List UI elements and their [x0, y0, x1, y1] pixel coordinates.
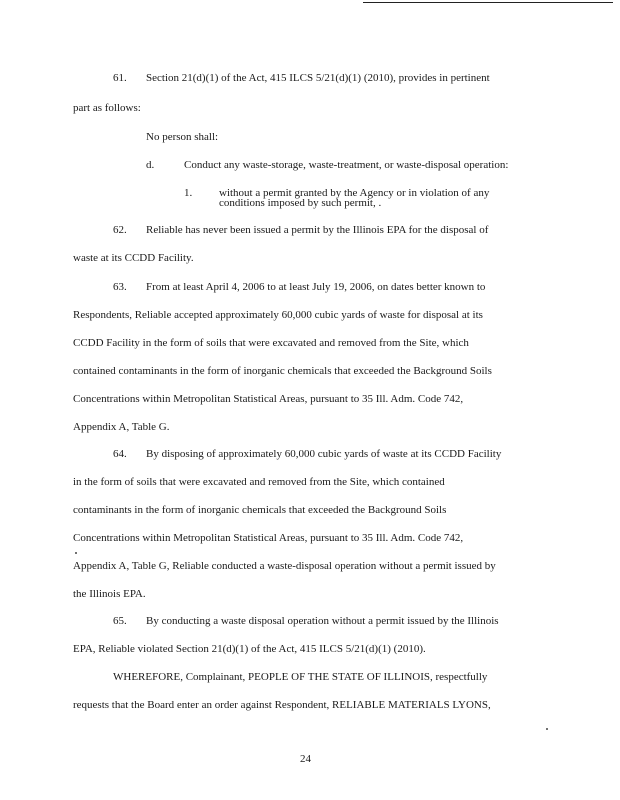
paragraph-line: CCDD Facility in the form of soils that were excavated and removed from the Site, which [73, 337, 469, 349]
paragraph-line: Respondents, Reliable accepted approximately 60,000 cubic yards of waste for disposal at its [73, 309, 483, 321]
paragraph-line: Concentrations within Metropolitan Statistical Areas, pursuant to 35 Ill. Adm. Code 742, [73, 532, 464, 544]
top-rule [363, 2, 613, 3]
scan-speck [546, 728, 548, 730]
paragraph-line: Concentrations within Metropolitan Statistical Areas, pursuant to 35 Ill. Adm. Code 742, [73, 393, 464, 405]
paragraph-number: 63. [113, 281, 127, 293]
paragraph-line: in the form of soils that were excavated and removed from the Site, which contained [73, 476, 445, 488]
paragraph-line: WHEREFORE, Complainant, PEOPLE OF THE STATE OF ILLINOIS, respectfully [113, 671, 488, 683]
paragraph-line: Section 21(d)(1) of the Act, 415 ILCS 5/21(d)(1) (2010), provides in pertinent [146, 72, 490, 84]
paragraph-line: Appendix A, Table G. [73, 421, 170, 433]
paragraph-line: contained contaminants in the form of inorganic chemicals that exceeded the Background Soils [73, 365, 492, 377]
paragraph-line: EPA, Reliable violated Section 21(d)(1) of the Act, 415 ILCS 5/21(d)(1) (2010). [73, 643, 426, 655]
quote-intro: No person shall: [146, 131, 219, 143]
page-number: 24 [300, 753, 311, 765]
list-item-label: d. [146, 159, 155, 171]
list-item-text: Conduct any waste-storage, waste-treatment, or waste-disposal operation: [184, 159, 509, 171]
paragraph-line: From at least April 4, 2006 to at least July 19, 2006, on dates better known to [146, 281, 486, 293]
paragraph-line: By conducting a waste disposal operation without a permit issued by the Illinois [146, 615, 499, 627]
paragraph-line: By disposing of approximately 60,000 cubic yards of waste at its CCDD Facility [146, 448, 502, 460]
sublist-item-text: conditions imposed by such permit, . [219, 197, 382, 209]
paragraph-number: 64. [113, 448, 127, 460]
paragraph-line: contaminants in the form of inorganic chemicals that exceeded the Background Soils [73, 504, 447, 516]
sublist-item-text: without a permit granted by the Agency or in violation of any [219, 187, 490, 199]
scan-speck [75, 552, 77, 554]
paragraph-number: 65. [113, 615, 127, 627]
sublist-item-label: 1. [184, 187, 193, 199]
paragraph-line: Appendix A, Table G, Reliable conducted a waste-disposal operation without a permit issued by [73, 560, 496, 572]
paragraph-number: 61. [113, 72, 127, 84]
paragraph-line: the Illinois EPA. [73, 588, 146, 600]
paragraph-line: Reliable has never been issued a permit by the Illinois EPA for the disposal of [146, 224, 489, 236]
paragraph-line: requests that the Board enter an order against Respondent, RELIABLE MATERIALS LYONS, [73, 699, 491, 711]
paragraph-line: waste at its CCDD Facility. [73, 252, 194, 264]
paragraph-number: 62. [113, 224, 127, 236]
paragraph-line: part as follows: [73, 102, 141, 114]
